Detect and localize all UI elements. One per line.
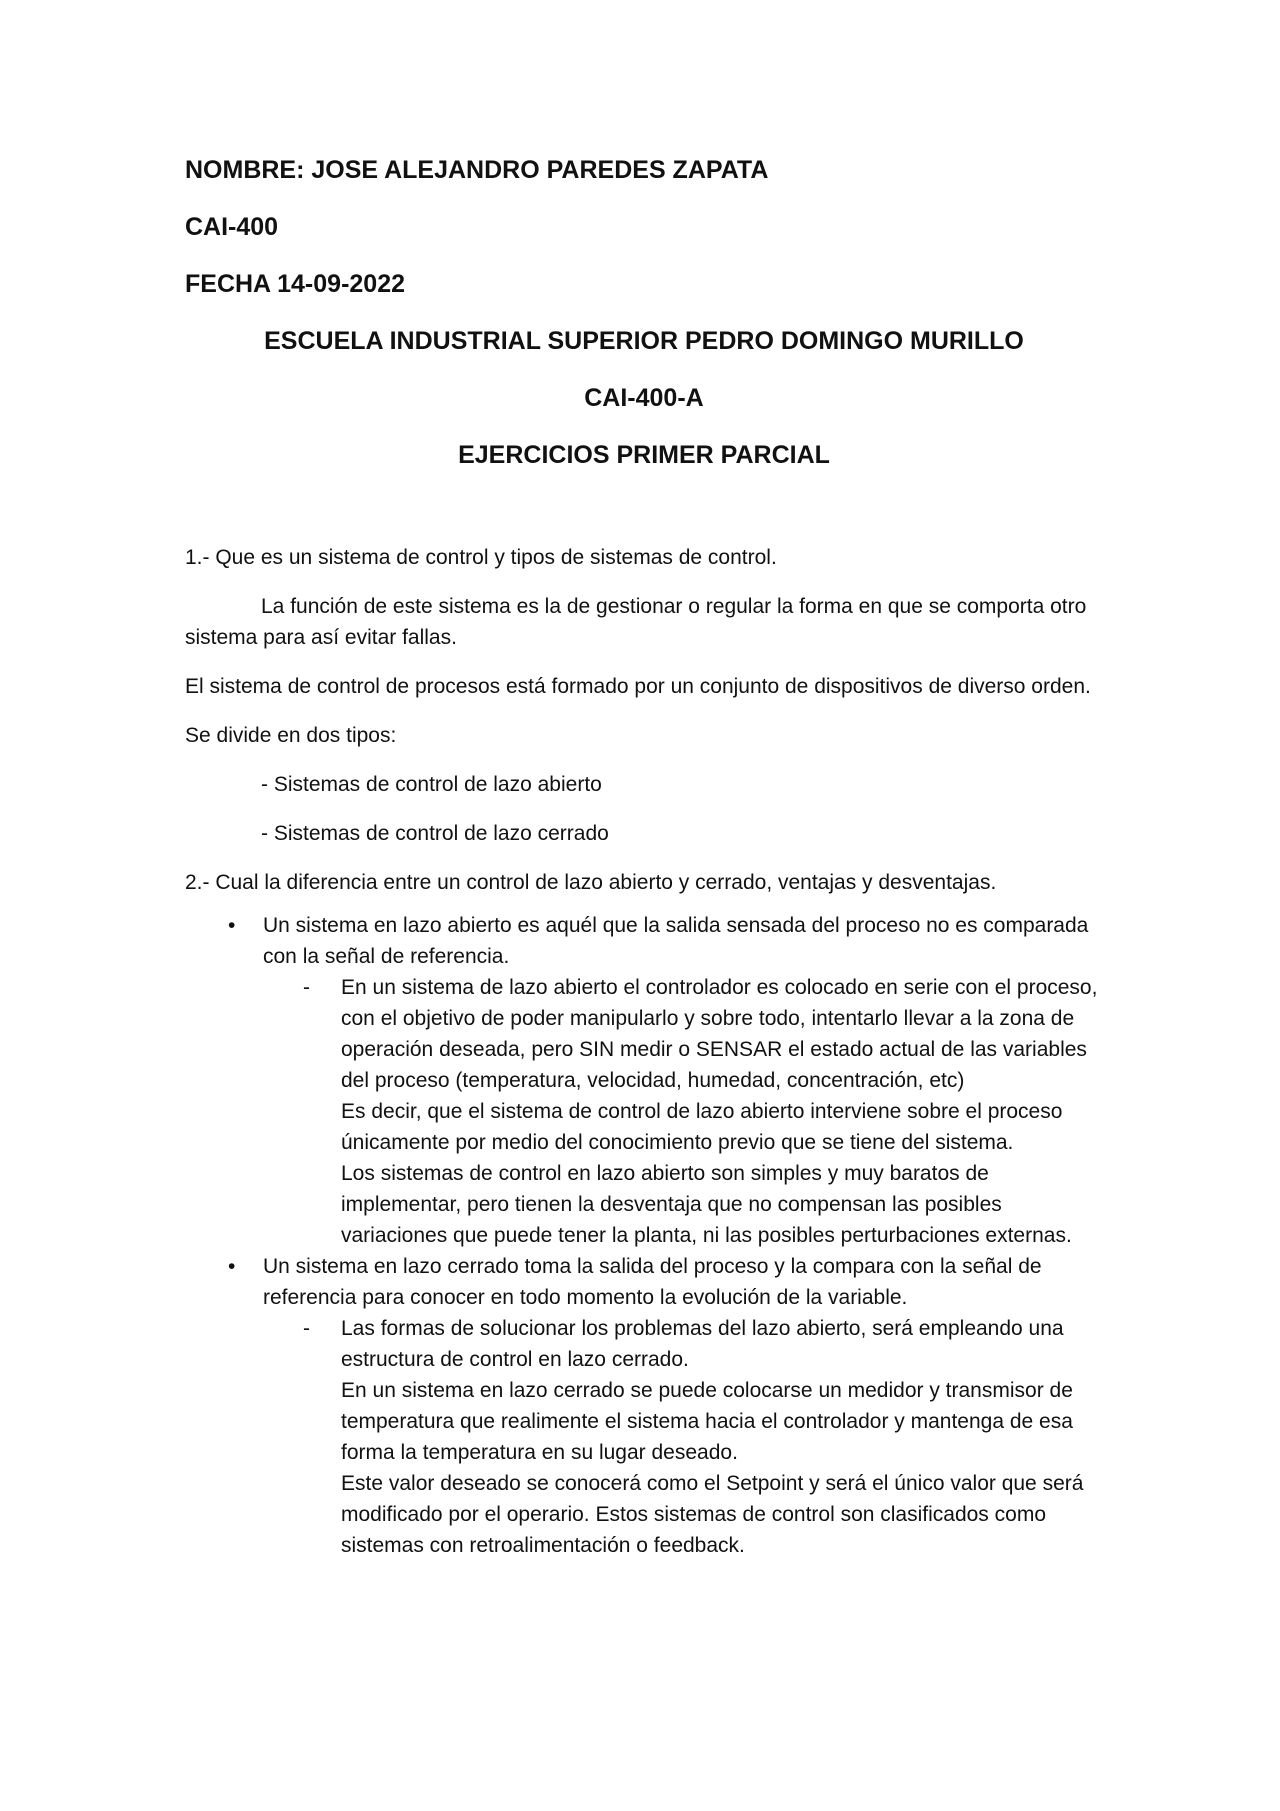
student-name: NOMBRE: JOSE ALEJANDRO PAREDES ZAPATA <box>185 156 769 184</box>
sub-text-line: En un sistema en lazo cerrado se puede colocarse un medidor y transmisor de temperatura que realimente el sistema hacia el controlador y mantenga de esa forma la temperatura en su lugar deseado. <box>341 1379 1073 1464</box>
bullet-item-closed-loop <box>185 1251 1105 1313</box>
control-type-closed-loop: - Sistemas de control de lazo cerrado <box>261 822 609 845</box>
question-1: 1.- Que es un sistema de control y tipos de sistemas de control. <box>185 546 777 569</box>
bullet-text: Un sistema en lazo cerrado toma la salida del proceso y la compara con la señal de referencia para conocer en todo momento la evolución de la variable. <box>263 1255 1042 1309</box>
bullet-icon: • <box>228 1255 236 1278</box>
sub-list-open-loop <box>185 972 1105 1251</box>
sub-list-closed-loop <box>185 1313 1105 1561</box>
control-type-open-loop: - Sistemas de control de lazo abierto <box>261 773 602 796</box>
bullet-text: Un sistema en lazo abierto es aquél que la salida sensada del proceso no es comparada con la señal de referencia. <box>263 914 1089 968</box>
question-2: 2.- Cual la diferencia entre un control de lazo abierto y cerrado, ventajas y desventajas. <box>185 871 997 894</box>
sub-text-line: Este valor deseado se conocerá como el Setpoint y será el único valor que será modificado por el operario. Estos sistemas de control son clasificados como sistemas con retroalimentación o feedback. <box>341 1472 1084 1557</box>
date: FECHA 14-09-2022 <box>185 270 406 298</box>
bullet-item-open-loop <box>185 910 1105 972</box>
course-section: CAI-400-A <box>584 384 704 412</box>
sub-text-line: En un sistema de lazo abierto el controlador es colocado en serie con el proceso, con el objetivo de poder manipularlo y sobre todo, intentarlo llevar a la zona de operación deseada, pero SIN medir o SENSAR el estado actual de las variables del proceso (temperatura, velocidad, humedad, concentración, etc) <box>341 976 1098 1092</box>
course-code: CAI-400 <box>185 213 279 241</box>
bullet-list <box>185 910 1105 1561</box>
document-title: EJERCICIOS PRIMER PARCIAL <box>458 441 830 469</box>
q1-paragraph-1: La función de este sistema es la de gestionar o regular la forma en que se comporta otro sistema para así evitar fallas. <box>185 595 1087 649</box>
sub-text-line: Los sistemas de control en lazo abierto son simples y muy baratos de implementar, pero tienen la desventaja que no compensan las posibles variaciones que puede tener la planta, ni las posibles perturbaciones externas. <box>341 1162 1072 1247</box>
dash-icon: - <box>303 976 310 999</box>
dash-icon: - <box>303 1317 310 1340</box>
sub-item-closed-loop <box>303 1313 1105 1561</box>
sub-item-open-loop <box>303 972 1105 1251</box>
document-content <box>185 155 1105 1561</box>
q1-paragraph-3: Se divide en dos tipos: <box>185 724 397 747</box>
bullet-icon: • <box>228 914 236 937</box>
sub-text-line: Es decir, que el sistema de control de lazo abierto interviene sobre el proceso únicamente por medio del conocimiento previo que se tiene del sistema. <box>341 1100 1063 1154</box>
school-name: ESCUELA INDUSTRIAL SUPERIOR PEDRO DOMINGO MURILLO <box>264 327 1024 355</box>
q1-paragraph-2: El sistema de control de procesos está formado por un conjunto de dispositivos de diverso orden. <box>185 675 1091 698</box>
sub-text-line: Las formas de solucionar los problemas del lazo abierto, será empleando una estructura de control en lazo cerrado. <box>341 1317 1064 1371</box>
